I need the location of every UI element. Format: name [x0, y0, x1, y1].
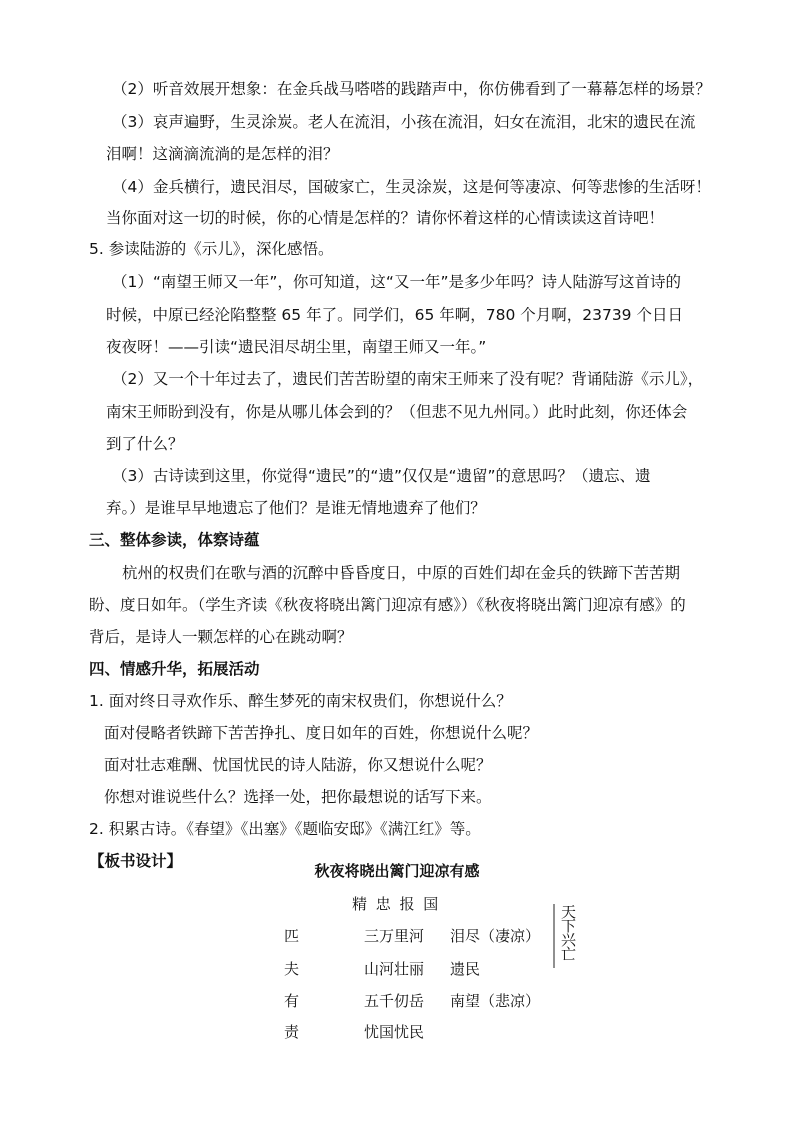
board-cell: 五千仞岳 [364, 992, 425, 1010]
paragraph-line: 当你面对这一切的时候，你的心情是怎样的？请你怀着这样的心情读读这首诗吧！ [106, 209, 665, 227]
board-cell: 责 [284, 1023, 300, 1041]
board-vertical-text: 天下兴亡 [559, 904, 577, 960]
board-cell: 南望（悲凉） [450, 992, 541, 1010]
paragraph-line: 背后，是诗人一颗怎样的心在跳动啊？ [89, 628, 353, 646]
board-title: 秋夜将晓出篱门迎凉有感 [314, 862, 480, 880]
board-cell: 山河壮丽 [364, 960, 425, 978]
paragraph-line: 盼、度日如年。（学生齐读《秋夜将晓出篱门迎凉有感》）《秋夜将晓出篱门迎凉有感》的 [89, 596, 686, 614]
section-heading: 四、情感升华，拓展活动 [89, 660, 260, 678]
board-cell: 泪尽（凄凉） [450, 927, 541, 945]
paragraph-line: 面对侵略者铁蹄下苦苦挣扎、度日如年的百姓，你想说什么呢？ [104, 724, 539, 742]
paragraph-line: 5. 参读陆游的《示儿》，深化感悟。 [89, 240, 334, 258]
board-cell: 遗民 [450, 960, 481, 978]
paragraph-line: 到了什么？ [106, 435, 184, 453]
paragraph-line: （2）听音效展开想象：在金兵战马嗒嗒的践踏声中，你仿佛看到了一幕幕怎样的场景？ [112, 80, 711, 98]
paragraph-line: 1. 面对终日寻欢作乐、醉生梦死的南宋权贵们，你想说什么？ [89, 692, 512, 710]
paragraph-line: （2）又一个十年过去了，遗民们苦苦盼望的南宋王师来了没有呢？背诵陆游《示儿》， [112, 370, 704, 388]
paragraph-line: （1）“南望王师又一年”，你可知道，这“又一年”是多少年吗？诗人陆游写这首诗的 [112, 273, 681, 291]
board-cell: 有 [284, 992, 300, 1010]
paragraph-line: 面对壮志难酬、忧国忧民的诗人陆游，你又想说什么呢？ [104, 756, 492, 774]
paragraph-line: （4）金兵横行，遗民泪尽，国破家亡，生灵涂炭，这是何等凄凉、何等悲惨的生活呀！ [112, 178, 711, 196]
paragraph-line: （3）哀声遍野，生灵涂炭。老人在流泪，小孩在流泪，妇女在流泪，北宋的遗民在流 [112, 113, 696, 131]
board-cell: 夫 [284, 960, 300, 978]
paragraph-line: 夜夜呀！——引读“遗民泪尽胡尘里，南望王师又一年。” [106, 338, 487, 356]
paragraph-line: 你想对谁说些什么？选择一处，把你最想说的话写下来。 [104, 788, 492, 806]
board-cell: 匹 [284, 927, 300, 945]
paragraph-line: 泪啊！这滴滴流淌的是怎样的泪？ [106, 145, 339, 163]
paragraph-line: 杭州的权贵们在歌与酒的沉醉中昏昏度日，中原的百姓们却在金兵的铁蹄下苦苦期 [122, 564, 681, 582]
paragraph-line: 南宋王师盼到没有，你是从哪儿体会到的？（但悲不见九州同。）此时此刻，你还体会 [106, 403, 688, 421]
board-cell: 忧国忧民 [364, 1023, 425, 1041]
section-heading: 【板书设计】 [89, 852, 183, 870]
board-subtitle: 精 忠 报 国 [352, 895, 441, 913]
paragraph-line: 2. 积累古诗。《春望》《出塞》《题临安邸》《满江红》等。 [89, 820, 481, 838]
paragraph-line: （3）古诗读到这里，你觉得“遗民”的“遗”仅仅是“遗留”的意思吗？（遗忘、遗 [112, 467, 651, 485]
section-heading: 三、整体参读，体察诗蕴 [89, 531, 260, 549]
board-cell: 三万里河 [364, 927, 425, 945]
paragraph-line: 弃。）是谁早早地遗忘了他们？是谁无情地遗弃了他们？ [106, 499, 486, 517]
paragraph-line: 时候，中原已经沦陷整整 65 年了。同学们，65 年啊，780 个月啊，23739 个日日 [106, 306, 683, 324]
